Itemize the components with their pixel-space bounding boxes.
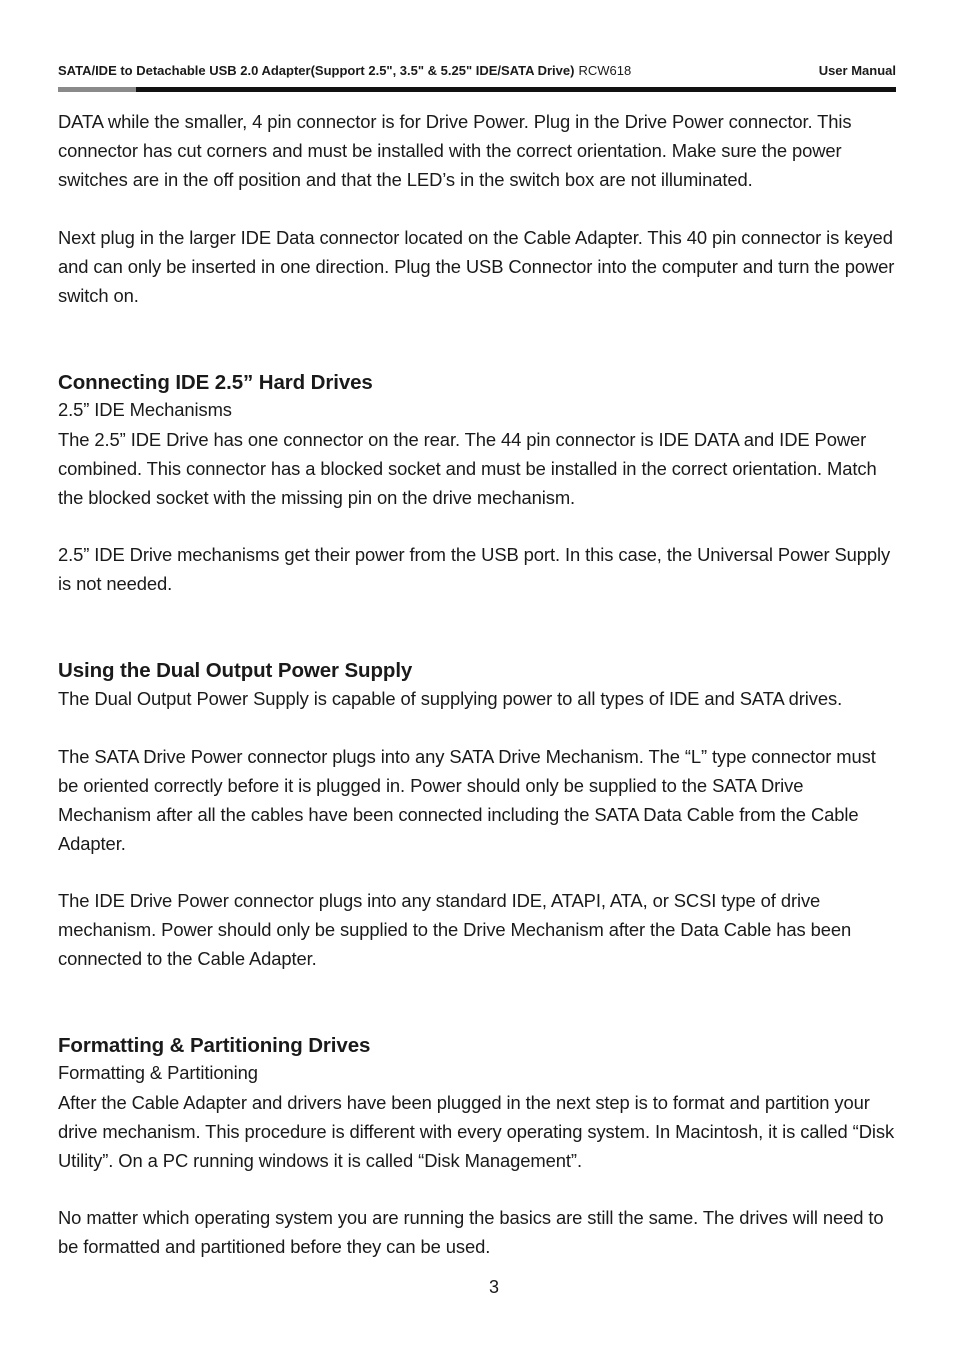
format-paragraph-2: No matter which operating system you are running the basics are still the same. The drives will need to be formatted and partitioned before they can be used. [58,1207,884,1257]
intro-paragraph-2: Next plug in the larger IDE Data connector located on the Cable Adapter. This 40 pin connector is keyed and can only be inserted in one direction. Plug the USB Connector into the computer and turn the power switch on. [58,227,895,306]
page-header [58,62,896,80]
section-subheading-format: Formatting & Partitioning [58,1062,258,1083]
power-paragraph-2: The SATA Drive Power connector plugs into any SATA Drive Mechanism. The “L” type connector must be oriented correctly before it is plugged in. Power should only be supplied to the SATA Drive Mechanism after all the cables have been connected including the SATA Data Cable from the Cable Adapter. [58,746,876,854]
page-number: 3 [488,1277,499,1297]
power-paragraph-3: The IDE Drive Power connector plugs into any standard IDE, ATAPI, ATA, or SCSI type of drive mechanism. Power should only be supplied to the Drive Mechanism after the Data Cable has been connected to the Cable Adapter. [58,890,852,969]
header-left [58,62,631,80]
header-divider-accent [58,87,136,92]
section-subheading-ide25: 2.5” IDE Mechanisms [58,399,232,420]
format-paragraph-1: After the Cable Adapter and drivers have been plugged in the next step is to format and partition your drive mechanism. This procedure is different with every operating system. In Macintosh, it is called “Disk Utility”. On a PC running windows it is called “Disk Management”. [58,1092,895,1171]
power-paragraph-1: The Dual Output Power Supply is capable of supplying power to all types of IDE and SATA drives. [58,688,843,709]
section-heading-ide25: Connecting IDE 2.5” Hard Drives [58,371,373,394]
manual-label: User Manual [818,63,896,78]
ide25-paragraph-1: The 2.5” IDE Drive has one connector on the rear. The 44 pin connector is IDE DATA and IDE Power combined. This connector has a blocked socket and must be installed in the correct orientation. Match the blocked socket with the missing pin on the drive mechanism. [58,429,877,508]
model-number: RCW618 [578,63,632,78]
section-heading-power: Using the Dual Output Power Supply [58,659,413,682]
ide25-paragraph-2: 2.5” IDE Drive mechanisms get their power from the USB port. In this case, the Universal Power Supply is not needed. [58,544,891,594]
document-title: SATA/IDE to Detachable USB 2.0 Adapter(Support 2.5", 3.5" & 5.25" IDE/SATA Drive) [58,63,575,78]
header-divider [58,87,896,92]
intro-paragraph-1: DATA while the smaller, 4 pin connector is for Drive Power. Plug in the Drive Power connector. This connector has cut corners and must be installed with the correct orientation. Make sure the power switches are in the off position and that the LED’s in the switch box are not illuminated. [58,111,852,190]
section-heading-format: Formatting & Partitioning Drives [58,1034,371,1057]
